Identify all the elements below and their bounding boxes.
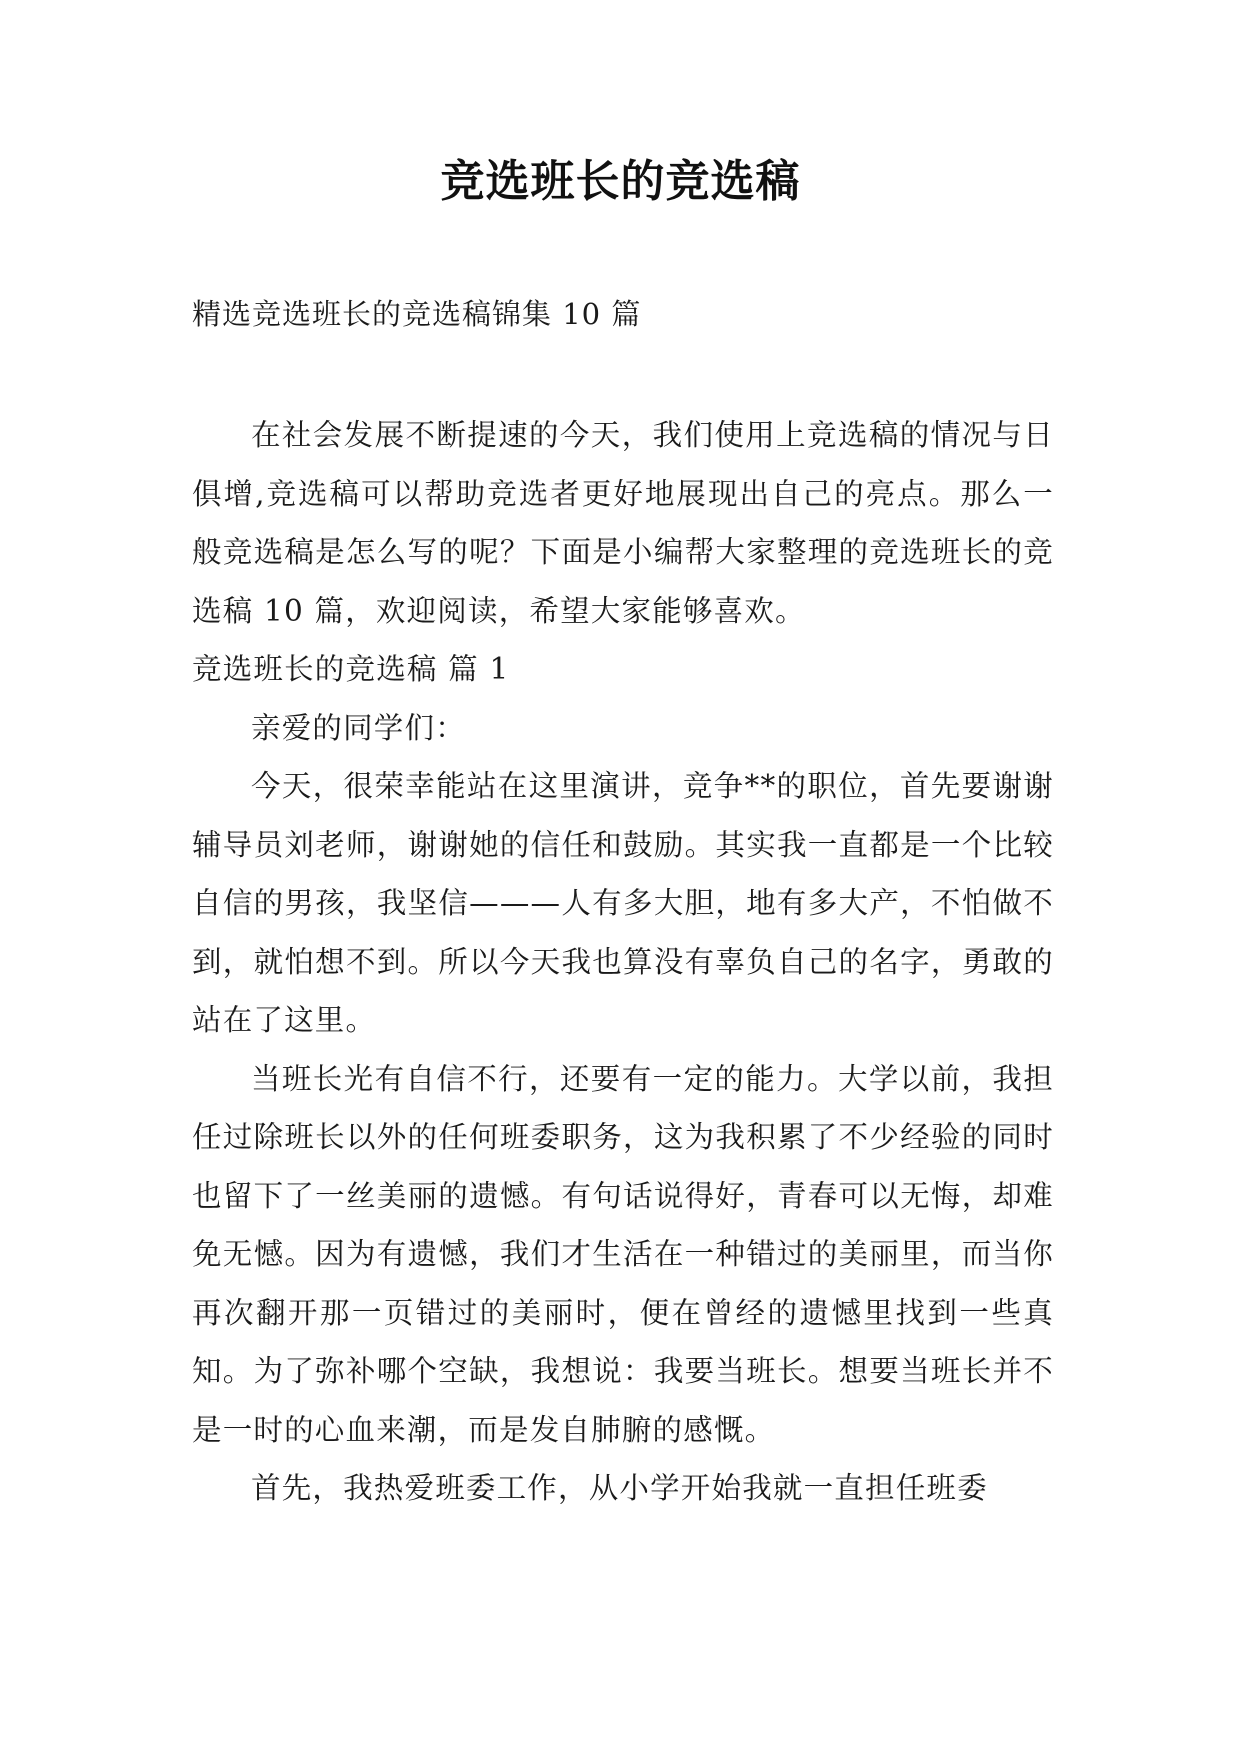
intro-paragraph: 在社会发展不断提速的今天，我们使用上竞选稿的情况与日俱增,竞选稿可以帮助竞选者更好地展现出自己的亮点。那么一般竞选稿是怎么写的呢？下面是小编帮大家整理的竞选班长的竞选稿 10 篇，欢迎阅读，希望大家能够喜欢。 — [192, 418, 1054, 628]
document-title: 竞选班长的竞选稿 — [440, 156, 801, 207]
body-paragraph-3: 首先，我热爱班委工作，从小学开始我就一直担任班委 — [251, 1471, 988, 1505]
document-subtitle: 精选竞选班长的竞选稿锦集 10 篇 — [192, 297, 642, 331]
document-body — [192, 406, 1054, 1518]
greeting: 亲爱的同学们： — [251, 710, 466, 745]
body-paragraph-1: 今天，很荣幸能站在这里演讲，竞争**的职位，首先要谢谢辅导员刘老师，谢谢她的信任和鼓励。其实我一直都是一个比较自信的男孩，我坚信———人有多大胆，地有多大产，不怕做不到，就怕想不到。所以今天我也算没有辜负自己的名字，勇敢的站在了这里。 — [192, 769, 1054, 1037]
body-paragraph-2: 当班长光有自信不行，还要有一定的能力。大学以前，我担任过除班长以外的任何班委职务，这为我积累了不少经验的同时也留下了一丝美丽的遗憾。有句话说得好，青春可以无悔，却难免无憾。因为有遗憾，我们才生活在一种错过的美丽里，而当你再次翻开那一页错过的美丽时，便在曾经的遗憾里找到一些真知。为了弥补哪个空缺，我想说：我要当班长。想要当班长并不是一时的心血来潮，而是发自肺腑的感慨。 — [192, 1061, 1054, 1447]
section-heading: 竞选班长的竞选稿 篇 1 — [192, 652, 510, 686]
